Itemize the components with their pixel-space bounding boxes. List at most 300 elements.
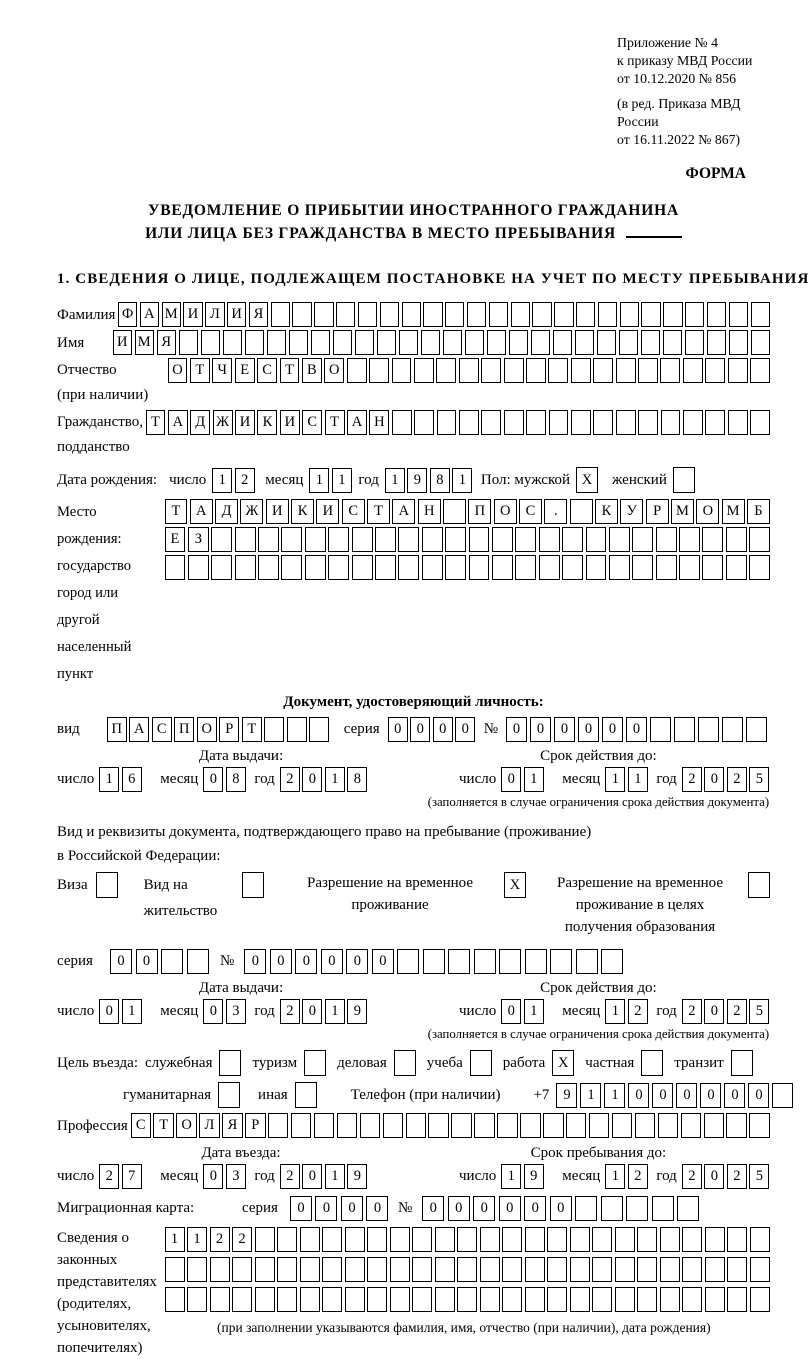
char-cell[interactable]: 0 — [203, 999, 223, 1024]
char-cell[interactable] — [481, 358, 501, 383]
char-cell[interactable]: 2 — [682, 1164, 702, 1189]
char-cell[interactable] — [652, 1196, 674, 1221]
char-cell[interactable] — [300, 1227, 320, 1252]
char-cell[interactable] — [550, 949, 572, 974]
char-cell[interactable]: З — [188, 527, 209, 552]
char-cell[interactable] — [750, 1287, 770, 1312]
char-cell[interactable] — [729, 302, 748, 327]
char-cell[interactable]: А — [140, 302, 159, 327]
char-cell[interactable] — [685, 330, 705, 355]
checkbox-cell[interactable] — [731, 1050, 753, 1076]
char-cell[interactable] — [445, 527, 466, 552]
char-cell[interactable] — [749, 1113, 769, 1138]
char-cell[interactable] — [277, 1227, 297, 1252]
char-cell[interactable]: 2 — [682, 999, 702, 1024]
char-cell[interactable] — [620, 302, 639, 327]
char-cell[interactable] — [337, 1113, 357, 1138]
char-cell[interactable]: Я — [249, 302, 268, 327]
char-cell[interactable]: 5 — [749, 767, 769, 792]
char-cell[interactable]: 0 — [501, 999, 521, 1024]
char-cell[interactable] — [592, 1287, 612, 1312]
char-cell[interactable] — [480, 1227, 500, 1252]
char-cell[interactable] — [746, 717, 767, 742]
char-cell[interactable]: В — [302, 358, 322, 383]
char-cell[interactable]: 0 — [499, 1196, 521, 1221]
char-cell[interactable]: 8 — [430, 468, 450, 493]
char-cell[interactable] — [635, 1113, 655, 1138]
char-cell[interactable]: С — [519, 499, 542, 524]
char-cell[interactable] — [637, 1257, 657, 1282]
char-cell[interactable]: 8 — [347, 767, 367, 792]
char-cell[interactable] — [705, 1227, 725, 1252]
char-cell[interactable] — [390, 1227, 410, 1252]
char-cell[interactable]: 1 — [325, 1164, 345, 1189]
char-cell[interactable] — [554, 302, 573, 327]
char-cell[interactable]: 0 — [270, 949, 292, 974]
char-cell[interactable]: О — [176, 1113, 196, 1138]
char-cell[interactable] — [352, 527, 373, 552]
char-cell[interactable] — [281, 555, 302, 580]
char-cell[interactable] — [367, 1287, 387, 1312]
char-cell[interactable] — [412, 1257, 432, 1282]
char-cell[interactable] — [502, 1227, 522, 1252]
char-cell[interactable] — [311, 330, 331, 355]
char-cell[interactable] — [549, 410, 569, 435]
char-cell[interactable]: 2 — [628, 1164, 648, 1189]
char-cell[interactable]: Н — [369, 410, 389, 435]
char-cell[interactable] — [616, 410, 636, 435]
char-cell[interactable] — [750, 1257, 770, 1282]
char-cell[interactable] — [423, 949, 445, 974]
char-cell[interactable]: 1 — [605, 1164, 625, 1189]
char-cell[interactable]: Я — [157, 330, 177, 355]
char-cell[interactable] — [314, 302, 333, 327]
char-cell[interactable]: 3 — [226, 1164, 246, 1189]
char-cell[interactable] — [641, 330, 661, 355]
char-cell[interactable] — [562, 527, 583, 552]
char-cell[interactable]: 1 — [122, 999, 142, 1024]
char-cell[interactable] — [457, 1227, 477, 1252]
char-cell[interactable] — [398, 555, 419, 580]
char-cell[interactable]: 2 — [280, 999, 300, 1024]
char-cell[interactable]: 0 — [455, 717, 475, 742]
char-cell[interactable] — [322, 1227, 342, 1252]
char-cell[interactable]: М — [722, 499, 745, 524]
char-cell[interactable]: 1 — [605, 999, 625, 1024]
checkbox-cell[interactable]: X — [552, 1050, 574, 1076]
char-cell[interactable] — [677, 1196, 699, 1221]
char-cell[interactable] — [383, 1113, 403, 1138]
char-cell[interactable] — [705, 1257, 725, 1282]
char-cell[interactable]: Т — [165, 499, 188, 524]
char-cell[interactable]: 1 — [325, 999, 345, 1024]
char-cell[interactable]: Л — [205, 302, 224, 327]
char-cell[interactable] — [685, 302, 704, 327]
char-cell[interactable] — [402, 302, 421, 327]
char-cell[interactable] — [328, 555, 349, 580]
char-cell[interactable] — [345, 1227, 365, 1252]
char-cell[interactable] — [751, 302, 770, 327]
char-cell[interactable]: 0 — [302, 1164, 322, 1189]
char-cell[interactable] — [360, 1113, 380, 1138]
char-cell[interactable] — [292, 302, 311, 327]
char-cell[interactable] — [722, 717, 743, 742]
char-cell[interactable] — [727, 1227, 747, 1252]
char-cell[interactable]: О — [324, 358, 344, 383]
char-cell[interactable] — [322, 1257, 342, 1282]
char-cell[interactable]: Р — [219, 717, 239, 742]
char-cell[interactable] — [406, 1113, 426, 1138]
char-cell[interactable] — [593, 358, 613, 383]
char-cell[interactable] — [333, 330, 353, 355]
char-cell[interactable] — [422, 555, 443, 580]
char-cell[interactable]: 0 — [366, 1196, 388, 1221]
char-cell[interactable] — [575, 330, 595, 355]
char-cell[interactable] — [289, 330, 309, 355]
char-cell[interactable] — [165, 1257, 185, 1282]
char-cell[interactable] — [165, 555, 186, 580]
char-cell[interactable] — [412, 1287, 432, 1312]
char-cell[interactable] — [314, 1113, 334, 1138]
char-cell[interactable] — [235, 527, 256, 552]
char-cell[interactable] — [165, 1287, 185, 1312]
char-cell[interactable] — [525, 949, 547, 974]
char-cell[interactable] — [358, 302, 377, 327]
char-cell[interactable]: 9 — [524, 1164, 544, 1189]
char-cell[interactable]: 0 — [110, 949, 132, 974]
char-cell[interactable] — [459, 358, 479, 383]
char-cell[interactable]: Т — [242, 717, 262, 742]
char-cell[interactable] — [300, 1287, 320, 1312]
char-cell[interactable] — [435, 1257, 455, 1282]
char-cell[interactable] — [336, 302, 355, 327]
char-cell[interactable] — [437, 410, 457, 435]
char-cell[interactable] — [660, 358, 680, 383]
char-cell[interactable] — [729, 330, 749, 355]
char-cell[interactable]: Д — [190, 410, 210, 435]
char-cell[interactable] — [728, 410, 748, 435]
char-cell[interactable] — [615, 1287, 635, 1312]
char-cell[interactable] — [322, 1287, 342, 1312]
char-cell[interactable] — [576, 302, 595, 327]
char-cell[interactable]: Л — [199, 1113, 219, 1138]
char-cell[interactable] — [161, 949, 183, 974]
char-cell[interactable] — [201, 330, 221, 355]
char-cell[interactable]: 2 — [210, 1227, 230, 1252]
char-cell[interactable] — [707, 330, 727, 355]
char-cell[interactable] — [369, 358, 389, 383]
char-cell[interactable] — [504, 358, 524, 383]
char-cell[interactable]: 2 — [628, 999, 648, 1024]
char-cell[interactable] — [702, 527, 723, 552]
char-cell[interactable]: 3 — [226, 999, 246, 1024]
char-cell[interactable] — [683, 410, 703, 435]
char-cell[interactable] — [423, 302, 442, 327]
char-cell[interactable] — [571, 410, 591, 435]
char-cell[interactable] — [451, 1113, 471, 1138]
char-cell[interactable]: 0 — [704, 999, 724, 1024]
char-cell[interactable] — [223, 330, 243, 355]
char-cell[interactable]: 8 — [226, 767, 246, 792]
char-cell[interactable] — [480, 1287, 500, 1312]
checkbox-cell[interactable] — [641, 1050, 663, 1076]
char-cell[interactable] — [749, 527, 770, 552]
char-cell[interactable]: И — [266, 499, 289, 524]
char-cell[interactable] — [772, 1083, 793, 1108]
char-cell[interactable]: М — [162, 302, 181, 327]
char-cell[interactable]: 2 — [280, 767, 300, 792]
char-cell[interactable] — [445, 302, 464, 327]
char-cell[interactable] — [727, 1287, 747, 1312]
char-cell[interactable] — [392, 358, 412, 383]
char-cell[interactable]: 9 — [347, 999, 367, 1024]
char-cell[interactable]: 2 — [280, 1164, 300, 1189]
char-cell[interactable]: 0 — [448, 1196, 470, 1221]
char-cell[interactable] — [632, 555, 653, 580]
char-cell[interactable]: О — [168, 358, 188, 383]
char-cell[interactable]: К — [595, 499, 618, 524]
char-cell[interactable]: 0 — [602, 717, 623, 742]
char-cell[interactable]: 0 — [676, 1083, 697, 1108]
char-cell[interactable] — [414, 358, 434, 383]
char-cell[interactable] — [291, 1113, 311, 1138]
char-cell[interactable]: 0 — [578, 717, 599, 742]
char-cell[interactable] — [443, 499, 466, 524]
char-cell[interactable]: 0 — [99, 999, 119, 1024]
char-cell[interactable] — [682, 1257, 702, 1282]
char-cell[interactable] — [656, 555, 677, 580]
char-cell[interactable] — [367, 1257, 387, 1282]
char-cell[interactable] — [650, 717, 671, 742]
char-cell[interactable]: 1 — [99, 767, 119, 792]
char-cell[interactable] — [571, 358, 591, 383]
char-cell[interactable] — [525, 1257, 545, 1282]
char-cell[interactable]: Т — [190, 358, 210, 383]
char-cell[interactable]: О — [494, 499, 517, 524]
char-cell[interactable] — [601, 949, 623, 974]
char-cell[interactable] — [474, 949, 496, 974]
char-cell[interactable] — [347, 358, 367, 383]
char-cell[interactable] — [615, 1227, 635, 1252]
char-cell[interactable] — [638, 410, 658, 435]
char-cell[interactable] — [589, 1113, 609, 1138]
char-cell[interactable]: Е — [165, 527, 186, 552]
char-cell[interactable] — [637, 1287, 657, 1312]
char-cell[interactable]: П — [468, 499, 491, 524]
checkbox-cell[interactable] — [218, 1082, 240, 1108]
char-cell[interactable]: 1 — [212, 468, 232, 493]
char-cell[interactable] — [489, 302, 508, 327]
char-cell[interactable] — [525, 1287, 545, 1312]
char-cell[interactable]: П — [174, 717, 194, 742]
char-cell[interactable] — [679, 527, 700, 552]
char-cell[interactable] — [531, 330, 551, 355]
char-cell[interactable]: 0 — [290, 1196, 312, 1221]
char-cell[interactable] — [443, 330, 463, 355]
char-cell[interactable] — [682, 1227, 702, 1252]
checkbox-cell[interactable] — [304, 1050, 326, 1076]
char-cell[interactable] — [515, 527, 536, 552]
char-cell[interactable] — [277, 1287, 297, 1312]
char-cell[interactable] — [543, 1113, 563, 1138]
char-cell[interactable]: 1 — [332, 468, 352, 493]
char-cell[interactable] — [397, 949, 419, 974]
char-cell[interactable]: И — [235, 410, 255, 435]
checkbox-cell[interactable] — [748, 872, 770, 898]
char-cell[interactable]: 0 — [315, 1196, 337, 1221]
char-cell[interactable] — [367, 1227, 387, 1252]
char-cell[interactable] — [474, 1113, 494, 1138]
char-cell[interactable] — [502, 1257, 522, 1282]
char-cell[interactable]: 1 — [165, 1227, 185, 1252]
char-cell[interactable]: 0 — [628, 1083, 649, 1108]
char-cell[interactable] — [656, 527, 677, 552]
char-cell[interactable]: М — [671, 499, 694, 524]
char-cell[interactable]: 0 — [422, 1196, 444, 1221]
char-cell[interactable] — [704, 1113, 724, 1138]
char-cell[interactable] — [705, 1287, 725, 1312]
char-cell[interactable] — [352, 555, 373, 580]
char-cell[interactable] — [499, 949, 521, 974]
char-cell[interactable]: 0 — [203, 767, 223, 792]
char-cell[interactable] — [515, 555, 536, 580]
char-cell[interactable] — [570, 1257, 590, 1282]
char-cell[interactable]: С — [152, 717, 172, 742]
char-cell[interactable]: 1 — [187, 1227, 207, 1252]
char-cell[interactable] — [586, 527, 607, 552]
char-cell[interactable]: 0 — [700, 1083, 721, 1108]
char-cell[interactable]: К — [257, 410, 277, 435]
char-cell[interactable] — [211, 555, 232, 580]
char-cell[interactable] — [575, 1196, 597, 1221]
char-cell[interactable] — [210, 1287, 230, 1312]
char-cell[interactable] — [705, 358, 725, 383]
char-cell[interactable] — [539, 527, 560, 552]
char-cell[interactable] — [674, 717, 695, 742]
char-cell[interactable]: А — [347, 410, 367, 435]
char-cell[interactable]: 1 — [580, 1083, 601, 1108]
char-cell[interactable] — [562, 555, 583, 580]
char-cell[interactable] — [661, 410, 681, 435]
char-cell[interactable]: Я — [222, 1113, 242, 1138]
char-cell[interactable] — [570, 1227, 590, 1252]
char-cell[interactable] — [660, 1287, 680, 1312]
char-cell[interactable]: 0 — [302, 999, 322, 1024]
char-cell[interactable] — [570, 499, 593, 524]
char-cell[interactable] — [660, 1257, 680, 1282]
char-cell[interactable] — [705, 410, 725, 435]
char-cell[interactable] — [255, 1227, 275, 1252]
char-cell[interactable] — [188, 555, 209, 580]
char-cell[interactable]: 2 — [235, 468, 255, 493]
char-cell[interactable] — [638, 358, 658, 383]
char-cell[interactable] — [187, 949, 209, 974]
char-cell[interactable] — [457, 1257, 477, 1282]
char-cell[interactable] — [592, 1227, 612, 1252]
char-cell[interactable] — [702, 555, 723, 580]
char-cell[interactable] — [698, 717, 719, 742]
char-cell[interactable]: Ж — [213, 410, 233, 435]
char-cell[interactable] — [547, 1227, 567, 1252]
char-cell[interactable]: 1 — [309, 468, 329, 493]
char-cell[interactable]: 0 — [704, 767, 724, 792]
char-cell[interactable]: 0 — [524, 1196, 546, 1221]
char-cell[interactable] — [345, 1257, 365, 1282]
char-cell[interactable]: 2 — [727, 1164, 747, 1189]
char-cell[interactable]: 0 — [136, 949, 158, 974]
char-cell[interactable] — [682, 1287, 702, 1312]
char-cell[interactable] — [422, 527, 443, 552]
checkbox-cell[interactable] — [394, 1050, 416, 1076]
char-cell[interactable] — [448, 949, 470, 974]
char-cell[interactable] — [539, 555, 560, 580]
char-cell[interactable] — [255, 1257, 275, 1282]
char-cell[interactable]: Р — [245, 1113, 265, 1138]
char-cell[interactable]: 0 — [473, 1196, 495, 1221]
char-cell[interactable]: 0 — [295, 949, 317, 974]
char-cell[interactable] — [481, 410, 501, 435]
char-cell[interactable] — [616, 358, 636, 383]
char-cell[interactable] — [576, 949, 598, 974]
char-cell[interactable] — [377, 330, 397, 355]
char-cell[interactable] — [749, 555, 770, 580]
char-cell[interactable]: 0 — [433, 717, 453, 742]
char-cell[interactable]: Т — [280, 358, 300, 383]
char-cell[interactable] — [497, 1113, 517, 1138]
char-cell[interactable] — [612, 1113, 632, 1138]
char-cell[interactable]: Т — [367, 499, 390, 524]
char-cell[interactable] — [469, 555, 490, 580]
char-cell[interactable]: А — [392, 499, 415, 524]
char-cell[interactable] — [435, 1287, 455, 1312]
char-cell[interactable] — [511, 302, 530, 327]
char-cell[interactable] — [258, 555, 279, 580]
char-cell[interactable] — [683, 358, 703, 383]
char-cell[interactable]: 6 — [122, 767, 142, 792]
char-cell[interactable]: 0 — [724, 1083, 745, 1108]
checkbox-cell[interactable] — [242, 872, 264, 898]
char-cell[interactable]: 0 — [652, 1083, 673, 1108]
char-cell[interactable]: И — [183, 302, 202, 327]
char-cell[interactable] — [751, 330, 771, 355]
char-cell[interactable]: 5 — [749, 1164, 769, 1189]
char-cell[interactable] — [547, 1257, 567, 1282]
char-cell[interactable]: Н — [418, 499, 441, 524]
checkbox-cell[interactable]: X — [576, 467, 598, 493]
char-cell[interactable] — [480, 1257, 500, 1282]
char-cell[interactable] — [615, 1257, 635, 1282]
char-cell[interactable] — [345, 1287, 365, 1312]
char-cell[interactable]: С — [342, 499, 365, 524]
char-cell[interactable] — [232, 1257, 252, 1282]
char-cell[interactable]: С — [302, 410, 322, 435]
char-cell[interactable] — [392, 410, 412, 435]
char-cell[interactable]: С — [257, 358, 277, 383]
char-cell[interactable] — [504, 410, 524, 435]
char-cell[interactable] — [632, 527, 653, 552]
char-cell[interactable] — [390, 1257, 410, 1282]
char-cell[interactable] — [660, 1227, 680, 1252]
char-cell[interactable]: 1 — [385, 468, 405, 493]
char-cell[interactable]: И — [280, 410, 300, 435]
char-cell[interactable]: Д — [215, 499, 238, 524]
char-cell[interactable] — [268, 1113, 288, 1138]
char-cell[interactable]: Т — [146, 410, 166, 435]
char-cell[interactable] — [467, 302, 486, 327]
char-cell[interactable] — [264, 717, 284, 742]
char-cell[interactable] — [658, 1113, 678, 1138]
char-cell[interactable]: Т — [325, 410, 345, 435]
